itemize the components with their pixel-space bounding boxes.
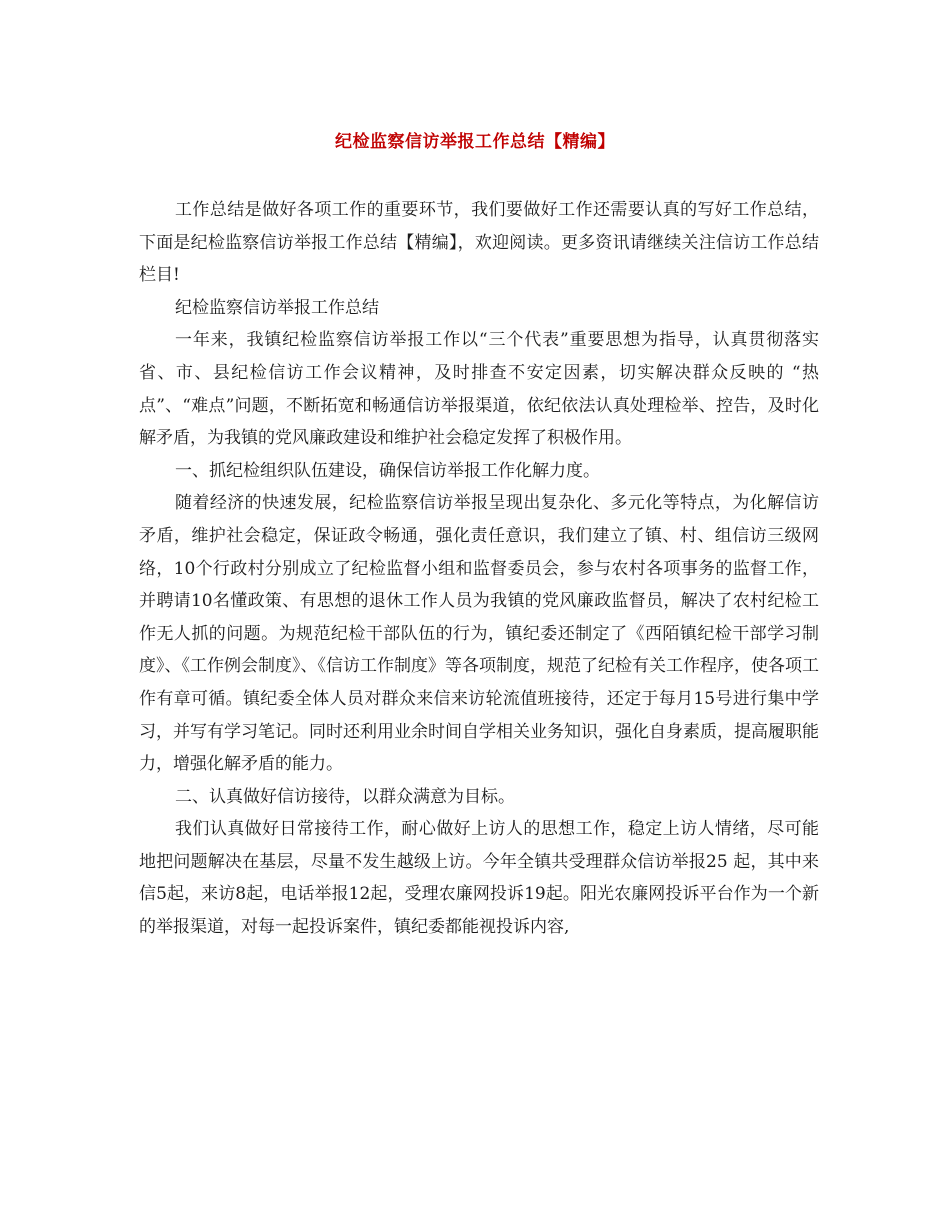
paragraph-overview: 一年来，我镇纪检监察信访举报工作以“三个代表”重要思想为指导，认真贯彻落实省、市、县纪检信访工作会议精神，及时排查不安定因素，切实解决群众反映的 “热点”、“难点”问题，不断拓宽和畅通信访举报渠道，依纪依法认真处理检举、控告，及时化解矛盾，为我镇的党风廉政建设和维护社会稳定发挥了积极作用。 xyxy=(139,330,819,449)
paragraph-subtitle: 纪检监察信访举报工作总结 xyxy=(175,297,379,318)
document-title: 纪检监察信访举报工作总结【精编】 xyxy=(335,132,615,152)
document-body xyxy=(139,194,819,944)
section-heading-2: 二、认真做好信访接待，以群众满意为目标。 xyxy=(175,786,515,807)
section-heading-1: 一、抓纪检组织队伍建设，确保信访举报工作化解力度。 xyxy=(175,460,600,481)
paragraph-intro: 工作总结是做好各项工作的重要环节，我们要做好工作还需要认真的写好工作总结，下面是纪检监察信访举报工作总结【精编】，欢迎阅读。更多资讯请继续关注信访工作总结栏目! xyxy=(139,200,819,286)
paragraph-section-2: 我们认真做好日常接待工作，耐心做好上访人的思想工作，稳定上访人情绪，尽可能地把问题解决在基层，尽量不发生越级上访。今年全镇共受理群众信访举报25 起，其中来信5起，来访8起，电话举报12起，受理农廉网投诉19起。阳光农廉网投诉平台作为一个新的举报渠道，对每一起投诉案件，镇纪委都能视投诉内容, xyxy=(139,819,819,938)
paragraph-section-1: 随着经济的快速发展，纪检监察信访举报呈现出复杂化、多元化等特点，为化解信访矛盾，维护社会稳定，保证政令畅通，强化责任意识，我们建立了镇、村、组信访三级网络，10个行政村分别成立了纪检监督小组和监督委员会，参与农村各项事务的监督工作，并聘请10名懂政策、有思想的退休工作人员为我镇的党风廉政监督员，解决了农村纪检工作无人抓的问题。为规范纪检干部队伍的行为，镇纪委还制定了《西陌镇纪检干部学习制度》、《工作例会制度》、《信访工作制度》等各项制度，规范了纪检有关工作程序，使各项工作有章可循。镇纪委全体人员对群众来信来访轮流值班接待，还定于每月15号进行集中学习，并写有学习笔记。同时还利用业余时间自学相关业务知识，强化自身素质，提高履职能力，增强化解矛盾的能力。 xyxy=(139,493,819,775)
